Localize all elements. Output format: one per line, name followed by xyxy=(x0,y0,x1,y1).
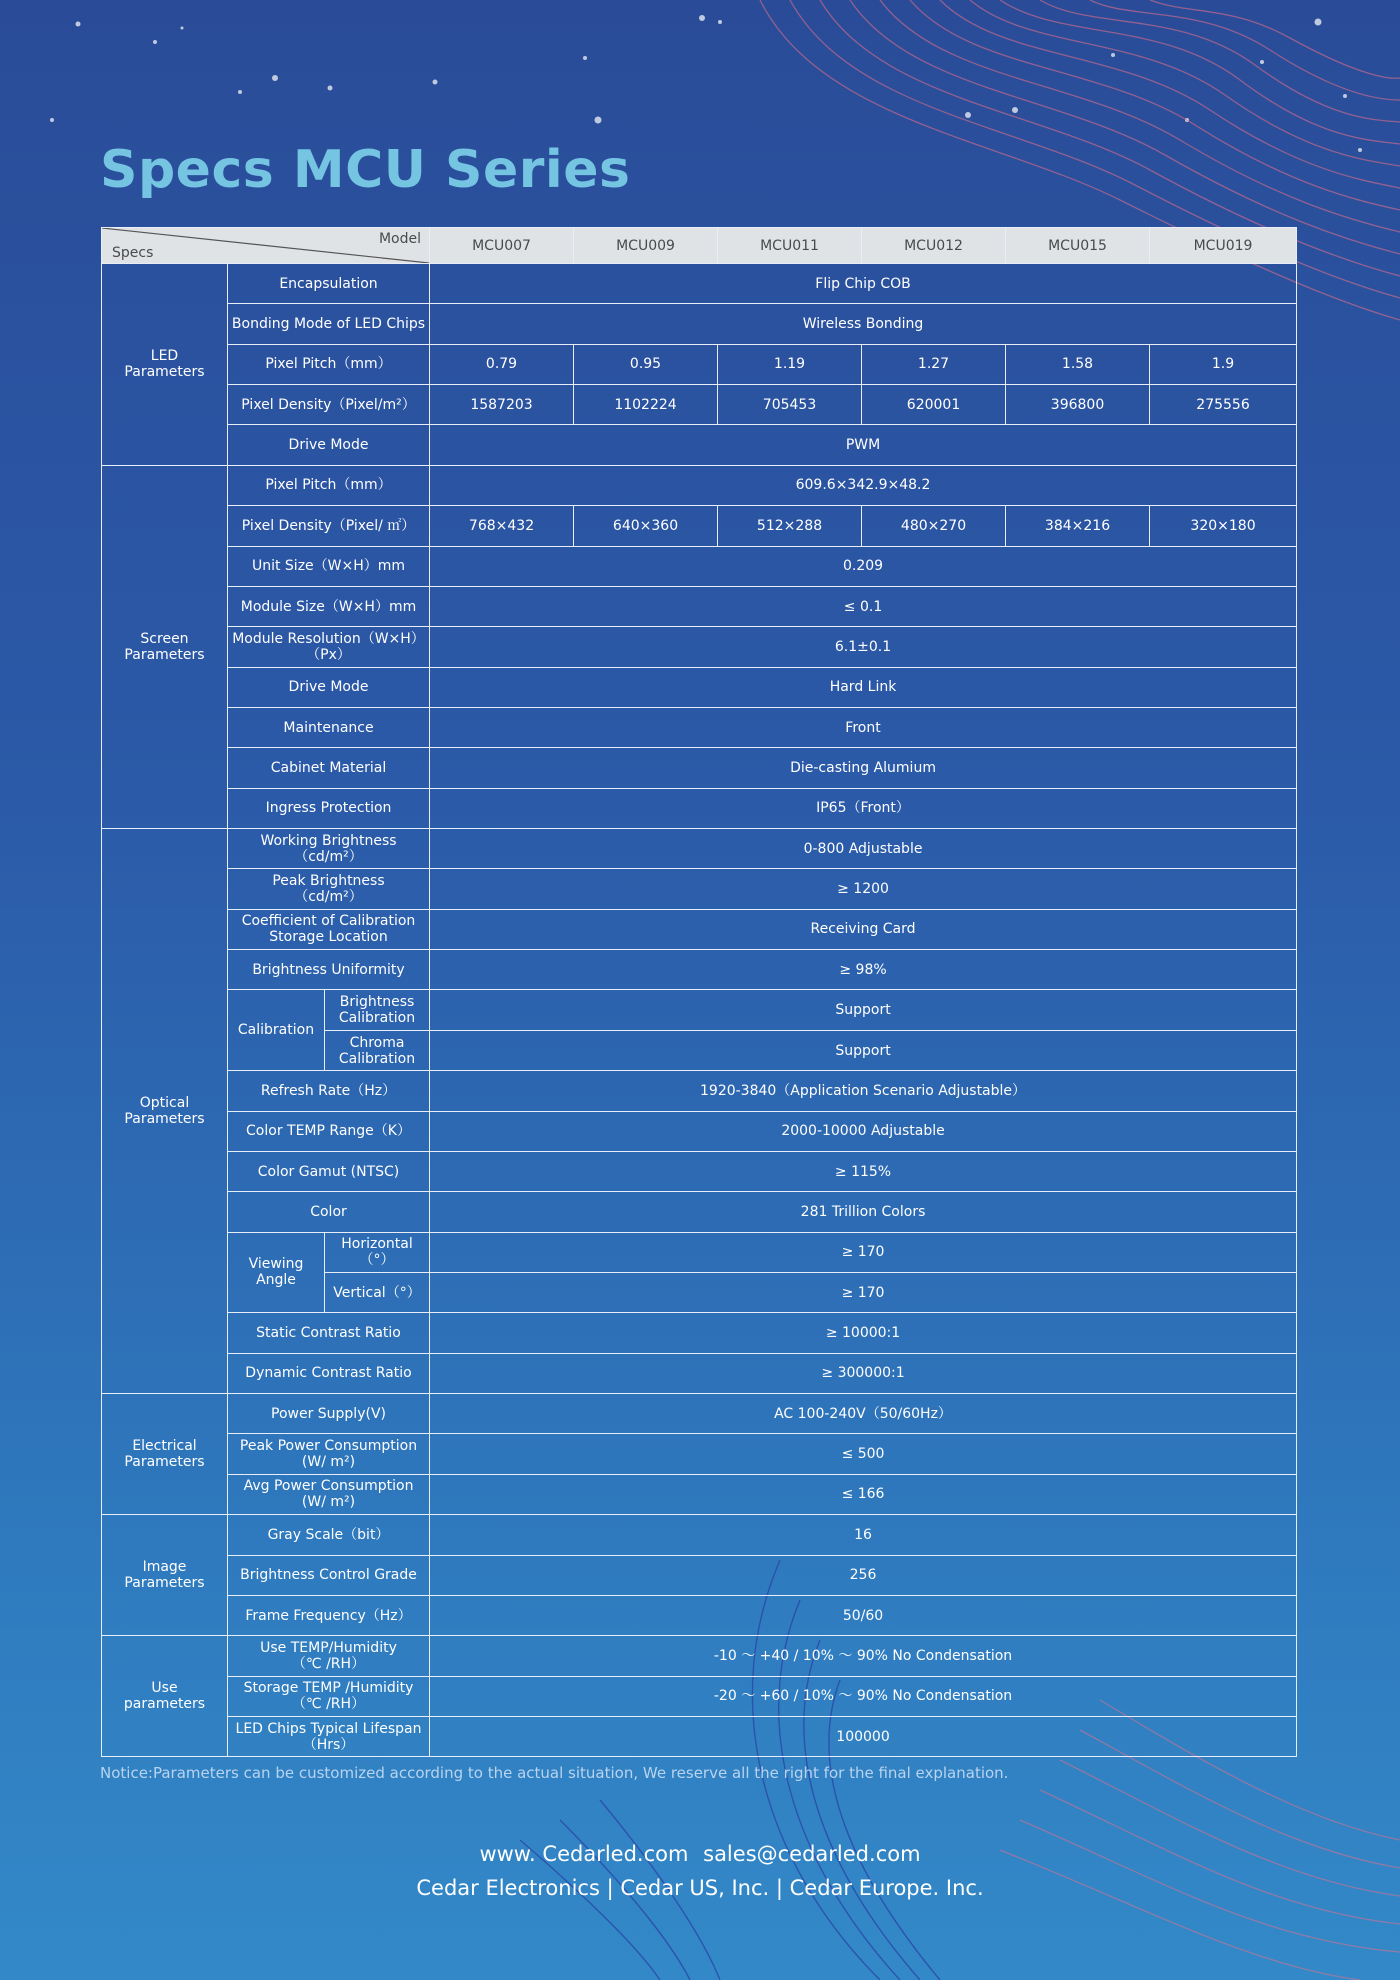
spec-label: Color TEMP Range（K） xyxy=(228,1111,430,1151)
spec-label: Working Brightness （cd/m²） xyxy=(228,829,430,869)
spec-value: 705453 xyxy=(718,385,862,425)
model-header-cell: MCU007 xyxy=(430,228,574,264)
spec-label: Brightness Calibration xyxy=(325,990,430,1030)
spec-label: Drive Mode xyxy=(228,667,430,707)
spec-label: LED Chips Typical Lifespan （Hrs） xyxy=(228,1716,430,1756)
footer-contact xyxy=(0,1842,1400,1866)
spec-label: Module Size（W×H）mm xyxy=(228,586,430,626)
spec-value: ≥ 300000:1 xyxy=(430,1353,1297,1393)
spec-label: Unit Size（W×H）mm xyxy=(228,546,430,586)
spec-value: 609.6×342.9×48.2 xyxy=(430,465,1297,505)
corner-header-cell xyxy=(102,228,430,264)
category-optical: Optical Parameters xyxy=(102,829,228,1394)
spec-value: PWM xyxy=(430,425,1297,465)
spec-label: Ingress Protection xyxy=(228,788,430,828)
footer-companies: Cedar Electronics | Cedar US, Inc. | Cedar Europe. Inc. xyxy=(416,1876,984,1900)
spec-value: 0.209 xyxy=(430,546,1297,586)
table-row xyxy=(102,1716,1297,1756)
spec-value: 1.27 xyxy=(862,344,1006,384)
table-row xyxy=(102,1434,1297,1474)
category-screen: Screen Parameters xyxy=(102,465,228,828)
spec-value: -20 ～ +60 / 10% ～ 90% No Condensation xyxy=(430,1676,1297,1716)
spec-label: Dynamic Contrast Ratio xyxy=(228,1353,430,1393)
spec-value: 0-800 Adjustable xyxy=(430,829,1297,869)
spec-value: 275556 xyxy=(1150,385,1297,425)
table-row xyxy=(102,344,1297,384)
spec-value: Front xyxy=(430,707,1297,747)
spec-value: 2000-10000 Adjustable xyxy=(430,1111,1297,1151)
spec-label: Pixel Pitch（mm） xyxy=(228,465,430,505)
table-row xyxy=(102,1071,1297,1111)
spec-value: ≥ 170 xyxy=(430,1232,1297,1272)
spec-value: 620001 xyxy=(862,385,1006,425)
spec-value: -10 ～ +40 / 10% ～ 90% No Condensation xyxy=(430,1636,1297,1676)
spec-label: Cabinet Material xyxy=(228,748,430,788)
spec-label: Pixel Density（Pixel/m²） xyxy=(228,385,430,425)
spec-value: 1.9 xyxy=(1150,344,1297,384)
spec-value: 768×432 xyxy=(430,506,574,546)
spec-value: ≤ 500 xyxy=(430,1434,1297,1474)
spec-value: ≥ 170 xyxy=(430,1272,1297,1312)
spec-label: Encapsulation xyxy=(228,264,430,304)
spec-label: Peak Brightness （cd/m²） xyxy=(228,869,430,909)
spec-value: 281 Trillion Colors xyxy=(430,1192,1297,1232)
table-row xyxy=(102,546,1297,586)
spec-value: 512×288 xyxy=(718,506,862,546)
model-header-cell: MCU011 xyxy=(718,228,862,264)
spec-label: Vertical（°） xyxy=(325,1272,430,1312)
table-row xyxy=(102,829,1297,869)
spec-label: Gray Scale（bit） xyxy=(228,1515,430,1555)
spec-label: Power Supply(V) xyxy=(228,1394,430,1434)
table-row xyxy=(102,1111,1297,1151)
model-header-cell: MCU009 xyxy=(574,228,718,264)
spec-value: 1587203 xyxy=(430,385,574,425)
email-link[interactable]: sales@cedarled.com xyxy=(703,1842,921,1866)
spec-label: Horizontal（°） xyxy=(325,1232,430,1272)
spec-label: Coefficient of Calibration Storage Location xyxy=(228,909,430,949)
category-image: Image Parameters xyxy=(102,1515,228,1636)
model-header-cell: MCU019 xyxy=(1150,228,1297,264)
spec-value: 0.95 xyxy=(574,344,718,384)
table-row xyxy=(102,506,1297,546)
corner-model-label: Model xyxy=(378,231,422,247)
table-row xyxy=(102,909,1297,949)
spec-label: Use TEMP/Humidity （℃ /RH） xyxy=(228,1636,430,1676)
spec-label: Frame Frequency（Hz） xyxy=(228,1595,430,1635)
spec-value: 16 xyxy=(430,1515,1297,1555)
table-row xyxy=(102,667,1297,707)
spec-label: Storage TEMP /Humidity （℃ /RH） xyxy=(228,1676,430,1716)
spec-value: 100000 xyxy=(430,1716,1297,1756)
spec-label: Pixel Density（Pixel/ ㎡） xyxy=(228,506,430,546)
spec-value: ≥ 98% xyxy=(430,950,1297,990)
spec-label: Drive Mode xyxy=(228,425,430,465)
table-row xyxy=(102,586,1297,626)
spec-label: Brightness Uniformity xyxy=(228,950,430,990)
subgroup-calibration: Calibration xyxy=(228,990,325,1071)
website-link[interactable]: www. Cedarled.com xyxy=(479,1842,689,1866)
table-row xyxy=(102,1394,1297,1434)
spec-value: 1920-3840（Application Scenario Adjustable） xyxy=(430,1071,1297,1111)
table-row xyxy=(102,264,1297,304)
table-row xyxy=(102,1313,1297,1353)
model-header-cell: MCU012 xyxy=(862,228,1006,264)
spec-value: Die-casting Alumium xyxy=(430,748,1297,788)
spec-value: ≤ 0.1 xyxy=(430,586,1297,626)
table-row xyxy=(102,385,1297,425)
spec-label: Brightness Control Grade xyxy=(228,1555,430,1595)
table-row xyxy=(102,1232,1297,1272)
spec-value: AC 100-240V（50/60Hz） xyxy=(430,1394,1297,1434)
table-row xyxy=(102,465,1297,505)
spec-label: Bonding Mode of LED Chips xyxy=(228,304,430,344)
spec-value: 320×180 xyxy=(1150,506,1297,546)
spec-label: Color Gamut (NTSC) xyxy=(228,1151,430,1191)
specs-table xyxy=(101,227,1297,1757)
spec-value: ≤ 166 xyxy=(430,1474,1297,1514)
spec-value: 640×360 xyxy=(574,506,718,546)
model-header-row xyxy=(102,228,1297,264)
spec-label: Refresh Rate（Hz） xyxy=(228,1071,430,1111)
spec-label: Static Contrast Ratio xyxy=(228,1313,430,1353)
table-row xyxy=(102,707,1297,747)
star-dots xyxy=(50,15,1362,152)
table-row xyxy=(102,1474,1297,1514)
spec-value: Receiving Card xyxy=(430,909,1297,949)
spec-value: 0.79 xyxy=(430,344,574,384)
spec-value: Support xyxy=(430,1030,1297,1070)
table-row xyxy=(102,1353,1297,1393)
spec-label: Module Resolution（W×H） （Px） xyxy=(228,627,430,667)
spec-value: ≥ 1200 xyxy=(430,869,1297,909)
spec-value: 6.1±0.1 xyxy=(430,627,1297,667)
table-row xyxy=(102,1555,1297,1595)
table-row xyxy=(102,1636,1297,1676)
spec-label: Chroma Calibration xyxy=(325,1030,430,1070)
table-row xyxy=(102,1151,1297,1191)
spec-label: Peak Power Consumption (W/ m²) xyxy=(228,1434,430,1474)
spec-value: 256 xyxy=(430,1555,1297,1595)
category-electrical: Electrical Parameters xyxy=(102,1394,228,1515)
table-row xyxy=(102,1515,1297,1555)
spec-value: 1102224 xyxy=(574,385,718,425)
spec-value: Hard Link xyxy=(430,667,1297,707)
spec-label: Avg Power Consumption (W/ m²) xyxy=(228,1474,430,1514)
spec-label: Maintenance xyxy=(228,707,430,747)
spec-label: Pixel Pitch（mm） xyxy=(228,344,430,384)
page-title: Specs MCU Series xyxy=(100,140,631,200)
spec-label: Color xyxy=(228,1192,430,1232)
table-row xyxy=(102,748,1297,788)
spec-value: Wireless Bonding xyxy=(430,304,1297,344)
table-row xyxy=(102,869,1297,909)
notice-text: Notice:Parameters can be customized according to the actual situation, We reserve all the right for the final explanation. xyxy=(100,1764,1009,1782)
table-row xyxy=(102,1595,1297,1635)
category-use: Use parameters xyxy=(102,1636,228,1757)
table-row xyxy=(102,950,1297,990)
spec-value: 480×270 xyxy=(862,506,1006,546)
spec-value: IP65（Front） xyxy=(430,788,1297,828)
table-row xyxy=(102,1192,1297,1232)
spec-value: 396800 xyxy=(1006,385,1150,425)
spec-value: ≥ 115% xyxy=(430,1151,1297,1191)
spec-value: 50/60 xyxy=(430,1595,1297,1635)
table-row xyxy=(102,1676,1297,1716)
spec-value: 384×216 xyxy=(1006,506,1150,546)
corner-specs-label: Specs xyxy=(112,245,154,261)
category-led: LED Parameters xyxy=(102,264,228,466)
spec-value: Flip Chip COB xyxy=(430,264,1297,304)
spec-value: 1.19 xyxy=(718,344,862,384)
subgroup-viewing-angle: Viewing Angle xyxy=(228,1232,325,1313)
table-row xyxy=(102,425,1297,465)
table-row xyxy=(102,990,1297,1030)
table-row xyxy=(102,304,1297,344)
spec-value: 1.58 xyxy=(1006,344,1150,384)
model-header-cell: MCU015 xyxy=(1006,228,1150,264)
spec-value: Support xyxy=(430,990,1297,1030)
table-row xyxy=(102,788,1297,828)
table-row xyxy=(102,627,1297,667)
spec-value: ≥ 10000:1 xyxy=(430,1313,1297,1353)
